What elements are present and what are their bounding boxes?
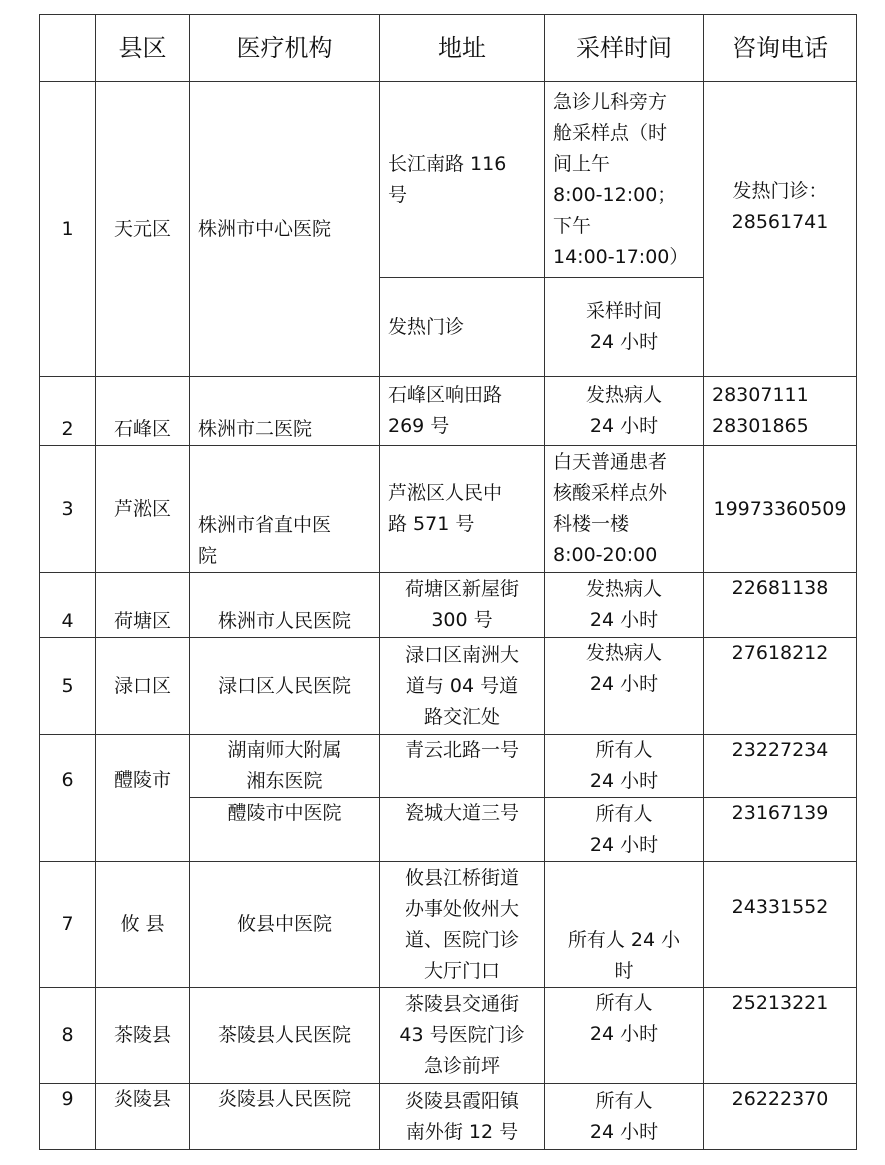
district-cell: 茶陵县 [96, 988, 190, 1084]
institution-cell: 株洲市中心医院 [190, 82, 380, 377]
time-cell: 发热病人 24 小时 [545, 377, 704, 446]
table-row [40, 1084, 857, 1150]
time-cell: 所有人 24 小 时 [545, 862, 704, 988]
address-cell: 荷塘区新屋街 300 号 [380, 573, 545, 638]
address-cell: 长江南路 116 号 [380, 82, 545, 278]
phone-cell: 27618212 [704, 638, 857, 735]
phone-cell: 28307111 28301865 [704, 377, 857, 446]
table-row [40, 735, 857, 798]
header-no [40, 15, 96, 82]
row-number: 1 [40, 82, 96, 377]
district-cell: 攸 县 [96, 862, 190, 988]
institution-cell: 株洲市二医院 [190, 377, 380, 446]
time-cell: 采样时间 24 小时 [545, 278, 704, 377]
time-cell: 所有人 24 小时 [545, 1084, 704, 1150]
header-institution: 医疗机构 [190, 15, 380, 82]
row-number: 3 [40, 446, 96, 573]
phone-cell: 22681138 [704, 573, 857, 638]
district-cell: 醴陵市 [96, 735, 190, 862]
table-row [40, 573, 857, 638]
table-row [40, 377, 857, 446]
district-cell: 荷塘区 [96, 573, 190, 638]
institution-cell: 株洲市省直中医 院 [190, 446, 380, 573]
address-cell: 芦淞区人民中 路 571 号 [380, 446, 545, 573]
phone-cell: 24331552 [704, 862, 857, 988]
address-cell: 石峰区响田路 269 号 [380, 377, 545, 446]
institution-cell: 醴陵市中医院 [190, 798, 380, 862]
row-number: 9 [40, 1084, 96, 1150]
phone-cell: 26222370 [704, 1084, 857, 1150]
sampling-sites-table [39, 14, 857, 1150]
time-cell: 所有人 24 小时 [545, 798, 704, 862]
header-row [40, 15, 857, 82]
phone-cell: 23167139 [704, 798, 857, 862]
institution-cell: 茶陵县人民医院 [190, 988, 380, 1084]
institution-cell: 株洲市人民医院 [190, 573, 380, 638]
time-cell: 白天普通患者 核酸采样点外 科楼一楼 8:00-20:00 [545, 446, 704, 573]
address-cell: 发热门诊 [380, 278, 545, 377]
district-cell: 炎陵县 [96, 1084, 190, 1150]
row-number: 6 [40, 735, 96, 862]
time-cell: 发热病人 24 小时 [545, 638, 704, 735]
table-row [40, 862, 857, 988]
time-cell: 所有人 24 小时 [545, 988, 704, 1084]
institution-cell: 湖南师大附属 湘东医院 [190, 735, 380, 798]
row-number: 2 [40, 377, 96, 446]
address-cell: 攸县江桥街道 办事处攸州大 道、医院门诊 大厅门口 [380, 862, 545, 988]
phone-cell: 19973360509 [704, 446, 857, 573]
header-address: 地址 [380, 15, 545, 82]
address-cell: 渌口区南洲大 道与 04 号道 路交汇处 [380, 638, 545, 735]
district-cell: 石峰区 [96, 377, 190, 446]
header-time: 采样时间 [545, 15, 704, 82]
institution-cell: 攸县中医院 [190, 862, 380, 988]
table-row [40, 82, 857, 278]
district-cell: 渌口区 [96, 638, 190, 735]
header-district: 县区 [96, 15, 190, 82]
row-number: 8 [40, 988, 96, 1084]
row-number: 7 [40, 862, 96, 988]
address-cell: 瓷城大道三号 [380, 798, 545, 862]
address-cell: 茶陵县交通街 43 号医院门诊 急诊前坪 [380, 988, 545, 1084]
phone-cell: 23227234 [704, 735, 857, 798]
time-cell: 所有人 24 小时 [545, 735, 704, 798]
phone-cell: 25213221 [704, 988, 857, 1084]
address-cell: 炎陵县霞阳镇 南外街 12 号 [380, 1084, 545, 1150]
header-phone: 咨询电话 [704, 15, 857, 82]
table-row [40, 988, 857, 1084]
address-cell: 青云北路一号 [380, 735, 545, 798]
institution-cell: 渌口区人民医院 [190, 638, 380, 735]
phone-cell: 发热门诊： 28561741 [704, 82, 857, 377]
row-number: 5 [40, 638, 96, 735]
row-number: 4 [40, 573, 96, 638]
time-cell: 急诊儿科旁方 舱采样点（时 间上午 8:00-12:00； 下午 14:00-17:00） [545, 82, 704, 278]
institution-cell: 炎陵县人民医院 [190, 1084, 380, 1150]
time-cell: 发热病人 24 小时 [545, 573, 704, 638]
district-cell: 天元区 [96, 82, 190, 377]
table-row [40, 638, 857, 735]
district-cell: 芦淞区 [96, 446, 190, 573]
table-row [40, 446, 857, 573]
